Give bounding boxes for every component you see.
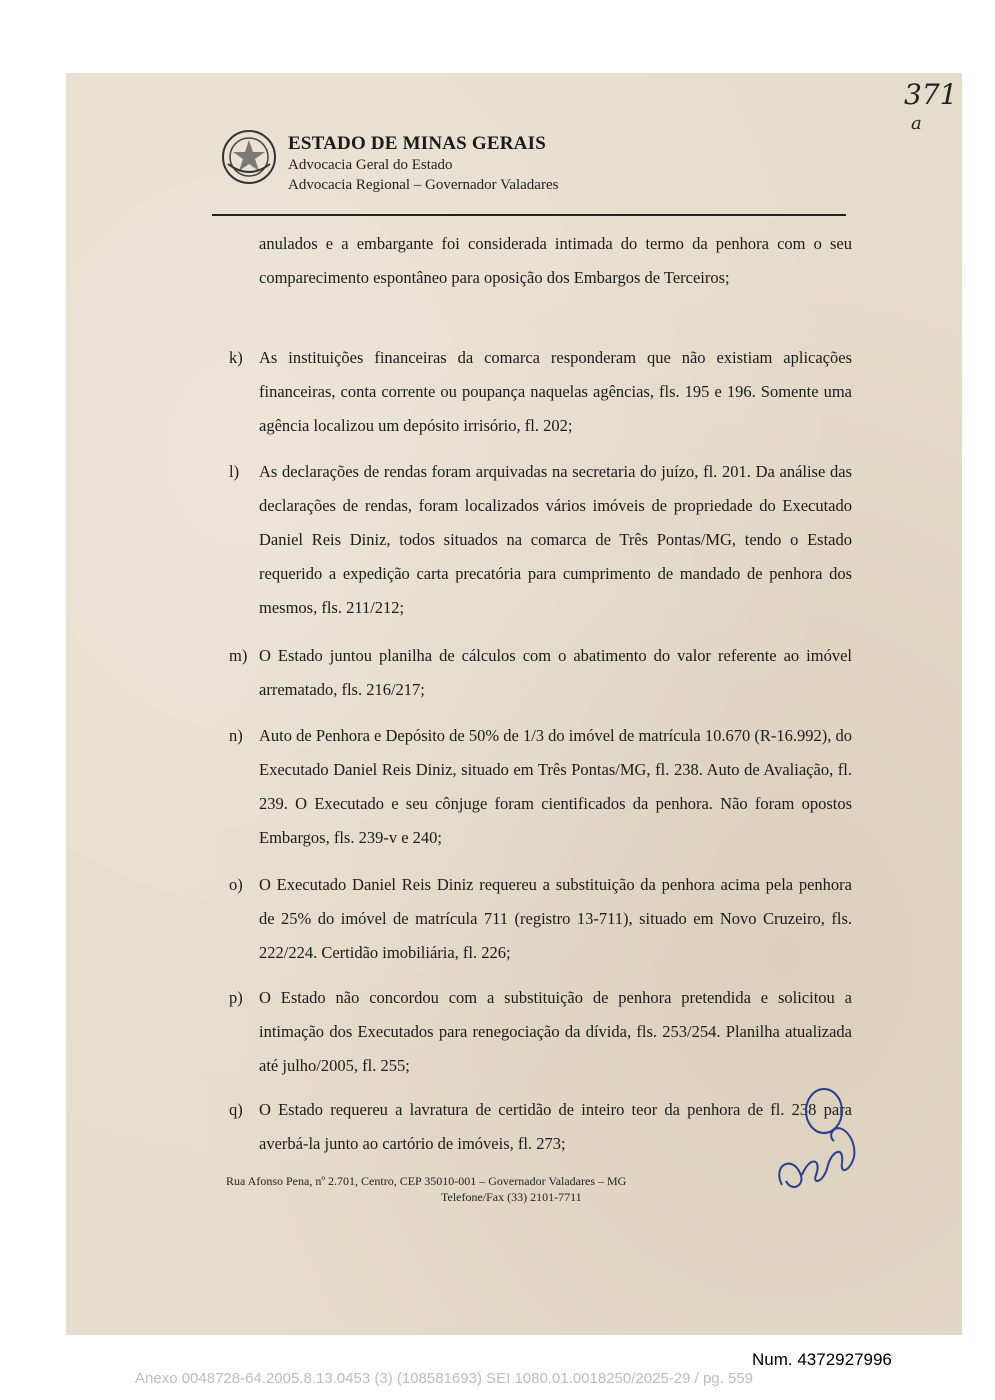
item-label: m)	[229, 646, 248, 665]
item-text: O Estado juntou planilha de cálculos com o abatimento do valor referente ao imóvel arrematado, fls. 216/217;	[259, 646, 852, 699]
header-divider	[212, 214, 846, 216]
item-text: O Estado requereu a lavratura de certidão de inteiro teor da penhora de fl. 238 para averbá-la junto ao cartório de imóveis, fl. 273;	[259, 1100, 852, 1153]
header-title: ESTADO DE MINAS GERAIS	[288, 133, 546, 154]
item-label: k)	[229, 348, 243, 367]
item-text: As declarações de rendas foram arquivadas na secretaria do juízo, fl. 201. Da análise das declarações de rendas, foram localizados vários imóveis de propriedade do Executado Daniel Reis Diniz, todos situados na comarca de Três Pontas/MG, tendo o Estado requerido a expedição carta precatória para cumprimento de mandado de penhora dos mesmos, fls. 211/212;	[259, 462, 852, 617]
list-item-k	[229, 341, 852, 443]
list-item-l	[229, 455, 852, 625]
item-label: p)	[229, 988, 243, 1007]
header-subtitle-2: Advocacia Regional – Governador Valadares	[288, 177, 559, 193]
item-label: l)	[229, 462, 240, 481]
document-number: Num. 4372927996	[752, 1350, 892, 1369]
list-item-q	[229, 1093, 852, 1161]
item-text: Auto de Penhora e Depósito de 50% de 1/3 do imóvel de matrícula 10.670 (R-16.992), do Executado Daniel Reis Diniz, situado em Três Pontas/MG, fl. 238. Auto de Avaliação, fl. 239. O Executado e seu cônjuge foram cientificados da penhora. Não foram opostos Embargos, fls. 239-v e 240;	[259, 726, 852, 847]
header-subtitle-1: Advocacia Geral do Estado	[288, 157, 453, 173]
item-text: As instituições financeiras da comarca responderam que não existiam aplicações financeiras, conta corrente ou poupança naquelas agências, fls. 195 e 196. Somente uma agência localizou um depósito irrisório, fl. 202;	[259, 348, 852, 435]
handwritten-initial: a	[911, 113, 922, 134]
annex-reference: Anexo 0048728-64.2005.8.13.0453 (3) (108581693) SEI 1080.01.0018250/2025-29 / pg. 559	[135, 1370, 754, 1387]
item-label: o)	[229, 875, 243, 894]
continuation-text: anulados e a embargante foi considerada intimada do termo da penhora com o seu comparecimento espontâneo para oposição dos Embargos de Terceiros;	[259, 234, 852, 287]
scanned-page	[66, 73, 962, 1335]
continuation-paragraph	[259, 227, 852, 295]
footer-phone: Telefone/Fax (33) 2101-7711	[441, 1190, 582, 1204]
item-text: O Executado Daniel Reis Diniz requereu a substituição da penhora acima pela penhora de 25% do imóvel de matrícula 711 (registro 13-711), situado em Novo Cruzeiro, fls. 222/224. Certidão imobiliária, fl. 226;	[259, 875, 852, 962]
list-item-m	[229, 639, 852, 707]
item-label: q)	[229, 1100, 243, 1119]
handwritten-page-number: 371	[904, 78, 958, 111]
item-text: O Estado não concordou com a substituição de penhora pretendida e solicitou a intimação dos Executados para renegociação da dívida, fls. 253/254. Planilha atualizada até julho/2005, fl. 255;	[259, 988, 852, 1075]
item-label: n)	[229, 726, 243, 745]
list-item-p	[229, 981, 852, 1083]
footer-address: Rua Afonso Pena, nº 2.701, Centro, CEP 35010-001 – Governador Valadares – MG	[226, 1174, 627, 1188]
coat-of-arms-icon	[220, 128, 278, 186]
list-item-o	[229, 868, 852, 970]
list-item-n	[229, 719, 852, 855]
